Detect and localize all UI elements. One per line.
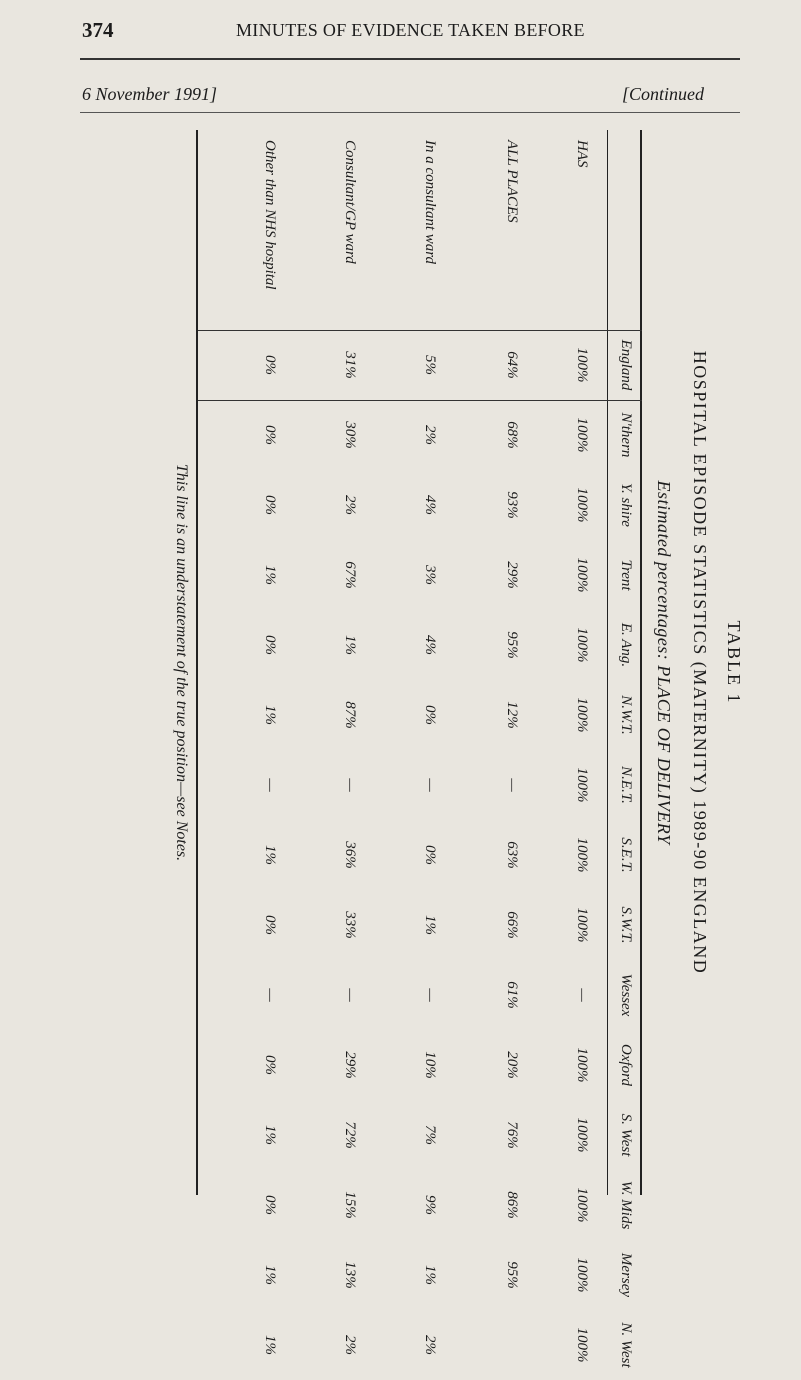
table-cell: 30% — [342, 421, 358, 449]
table-heading: TABLE 1 — [724, 620, 744, 705]
table-cell: 100% — [574, 907, 590, 943]
table-cell: 20% — [504, 1051, 520, 1079]
header-rule — [80, 58, 740, 60]
table-cell: 0% — [262, 495, 278, 515]
table-cell: 3% — [422, 565, 438, 585]
table-footnote: This line is an understatement of the true position—see Notes. — [173, 463, 190, 862]
column-header: S. West — [618, 1113, 634, 1157]
table-cell: 1% — [342, 635, 358, 655]
table-cell: 100% — [574, 1187, 590, 1223]
column-header: N'thern — [618, 412, 634, 458]
table-cell: 64% — [504, 351, 520, 379]
table-cell: 100% — [574, 627, 590, 663]
table-cell: 1% — [262, 565, 278, 585]
table-cell: 1% — [262, 705, 278, 725]
column-header: Wessex — [618, 973, 634, 1017]
continued-label: [Continued — [622, 84, 705, 104]
table-cell: 1% — [262, 1335, 278, 1355]
table-cell: 72% — [342, 1121, 358, 1149]
table-cell: 100% — [574, 837, 590, 873]
table-cell: 2% — [342, 1335, 358, 1355]
table-cell: 1% — [262, 1125, 278, 1145]
table-cell: 0% — [262, 915, 278, 935]
table-cell: 36% — [342, 841, 358, 869]
column-header: N.E.T. — [618, 766, 634, 804]
table-cell: — — [342, 988, 358, 1002]
column-header: S.E.T. — [618, 837, 634, 873]
table-cell: 31% — [342, 351, 358, 379]
rotated-table — [70, 130, 750, 1368]
table-cell: 5% — [422, 355, 438, 375]
table-cell: 63% — [504, 841, 520, 869]
table-cell: 12% — [504, 701, 520, 729]
table-cell: 10% — [422, 1051, 438, 1079]
row-label: HAS — [574, 140, 590, 168]
table-cell: 0% — [422, 845, 438, 865]
page-number: 374 — [82, 18, 114, 42]
table-cell: — — [574, 988, 590, 1002]
table-cell: 0% — [262, 1055, 278, 1075]
table-bottom-rule — [196, 130, 198, 1195]
table-cell: 4% — [422, 495, 438, 515]
running-title: MINUTES OF EVIDENCE TAKEN BEFORE — [236, 20, 585, 40]
table-cell: — — [422, 778, 438, 792]
table-cell: 100% — [574, 1327, 590, 1363]
date-line: 6 November 1991] — [82, 84, 217, 104]
table-header-rule — [607, 130, 608, 1195]
row-label: ALL PLACES — [504, 140, 520, 223]
table-cell: 1% — [262, 845, 278, 865]
table-cell: 4% — [422, 635, 438, 655]
column-header: Y. shire — [618, 483, 634, 527]
table-cell: 1% — [422, 915, 438, 935]
table-cell: 0% — [262, 635, 278, 655]
table-cell: 100% — [574, 557, 590, 593]
column-header: E. Ang. — [618, 622, 634, 668]
table-cell: 93% — [504, 491, 520, 519]
row-label: In a consultant ward — [422, 140, 438, 265]
table-cell: 100% — [574, 347, 590, 383]
table-source-line: Estimated percentages: PLACE OF DELIVERY — [654, 480, 674, 845]
page-header — [0, 0, 801, 116]
table-cell: — — [262, 988, 278, 1002]
column-header: S.W.T. — [618, 906, 634, 944]
table-cell: 0% — [262, 425, 278, 445]
table-cell: 1% — [422, 1265, 438, 1285]
table-cell: 100% — [574, 1117, 590, 1153]
table-cell: 100% — [574, 487, 590, 523]
table-cell: — — [342, 778, 358, 792]
column-header: N. West — [618, 1322, 634, 1368]
table-cell: 95% — [504, 1261, 520, 1289]
column-header: Oxford — [618, 1044, 634, 1086]
subheader-rule — [80, 112, 740, 113]
table-cell: 100% — [574, 1257, 590, 1293]
table-cell: 76% — [504, 1121, 520, 1149]
table-cell: 61% — [504, 981, 520, 1009]
table-cell: 9% — [422, 1195, 438, 1215]
table-cell: — — [262, 778, 278, 792]
table-cell: 100% — [574, 767, 590, 803]
row-label: Consultant/GP ward — [342, 140, 358, 264]
table-subheading: HOSPITAL EPISODE STATISTICS (MATERNITY) 1989-90 ENGLAND — [690, 350, 710, 975]
table-cell: 7% — [422, 1125, 438, 1145]
table-cell: 86% — [504, 1191, 520, 1219]
table-cell: 0% — [422, 705, 438, 725]
table-cell: 100% — [574, 417, 590, 453]
column-header: England — [618, 339, 634, 391]
table-cell: 2% — [422, 425, 438, 445]
column-header: W. Mids — [618, 1180, 634, 1230]
table-cell: 0% — [262, 1195, 278, 1215]
table-cell: 2% — [422, 1335, 438, 1355]
column-header: Mersey — [618, 1252, 634, 1298]
table-cell: 100% — [574, 697, 590, 733]
table-cell: 33% — [342, 911, 358, 939]
table-cell: 87% — [342, 701, 358, 729]
table-cell: 95% — [504, 631, 520, 659]
table-cell: 29% — [342, 1051, 358, 1079]
table-cell: 2% — [342, 495, 358, 515]
table-cell: 15% — [342, 1191, 358, 1219]
table-cell: 68% — [504, 421, 520, 449]
table-cell: 100% — [574, 1047, 590, 1083]
table-cell: 1% — [262, 1265, 278, 1285]
column-header: N.W.T. — [618, 695, 634, 735]
table-cell: 0% — [262, 355, 278, 375]
table-cell: — — [422, 988, 438, 1002]
table-cell: 13% — [342, 1261, 358, 1289]
table-cell: 66% — [504, 911, 520, 939]
column-header: Trent — [618, 559, 634, 591]
table-top-rule — [640, 130, 642, 1195]
table-cell: 67% — [342, 561, 358, 589]
row-label: Other than NHS hospital — [262, 140, 278, 290]
table-cell: 29% — [504, 561, 520, 589]
table-cell: — — [504, 778, 520, 792]
